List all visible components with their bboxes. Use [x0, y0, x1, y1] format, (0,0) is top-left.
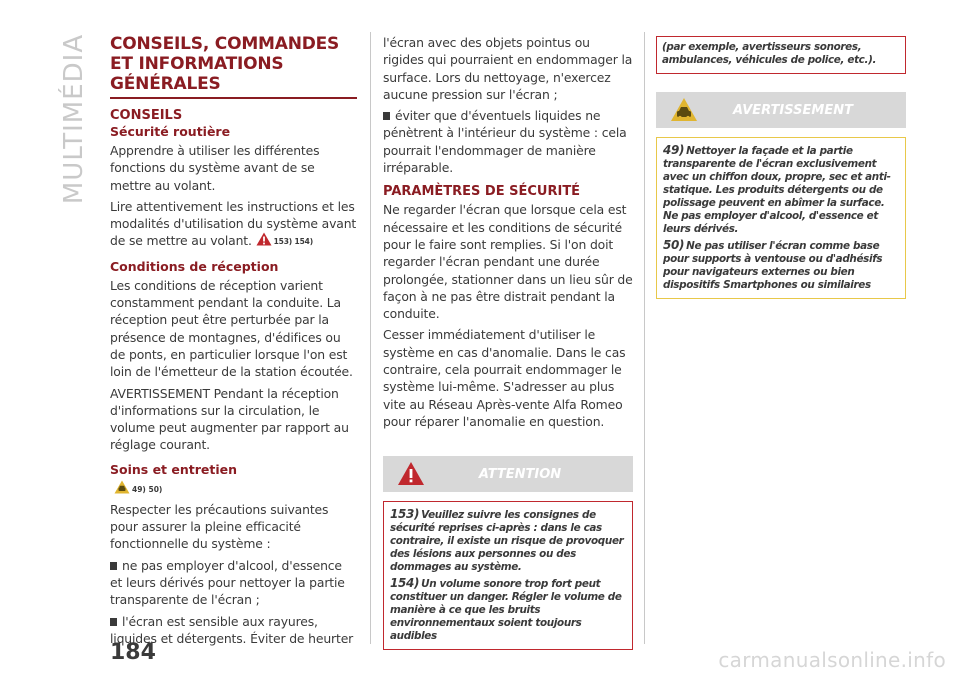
note-item: [663, 239, 899, 292]
title-rule: [110, 97, 357, 99]
paragraph: Apprendre à utiliser les différentes fonctions du système avant de se mettre au volant.: [110, 143, 320, 193]
square-bullet-icon: [110, 618, 117, 626]
column-2: [383, 34, 633, 650]
care-warning-refs: [114, 480, 357, 495]
paragraph: Cesser immédiatement d'utiliser le système en cas d'anomalie. Dans le cas contraire, cela pourrait endommager le système lui-même. S'adresser au plus vite au Réseau Après-vente Alfa Romeo pour réparer l'anomalie en question.: [383, 327, 626, 429]
warning-triangle-icon: [256, 232, 272, 246]
car-warning-icon: [670, 96, 698, 124]
note-text: Un volume sonore trop fort peut constituer un danger. Régler le volume de manière à ce que les bruits environnementaux soient toujours audibles: [390, 578, 622, 643]
note-item: [390, 508, 626, 574]
note-text: Veuillez suivre les consignes de sécurité reprises ci-après : dans le cas contraire, il existe un risque de provoquer des lésions aux personnes ou des dommages au système.: [390, 509, 624, 574]
section-heading-conseils: CONSEILS: [110, 108, 183, 123]
column-divider-1: [370, 32, 371, 644]
note-text: (par exemple, avertisseurs sonores, ambulances, véhicules de police, etc.).: [662, 41, 877, 66]
paragraph: [110, 198, 357, 251]
square-bullet-icon: [110, 562, 117, 570]
note-number: 49): [663, 143, 685, 157]
note-number: 154): [390, 576, 420, 591]
note-item: [390, 577, 626, 643]
list-item-text: éviter que d'éventuels liquides ne pénètrent à l'intérieur du système : cela pourrait l'endommager de manière irréparable.: [383, 108, 627, 176]
page-number: 184: [110, 640, 156, 665]
column-divider-2: [644, 32, 645, 644]
warning-title: AVERTISSEMENT: [733, 102, 853, 118]
attention-notes-box: [383, 501, 633, 650]
list-item: [110, 557, 357, 609]
list-item-text: l'écran est sensible aux rayures, liquides et détergents. Éviter de heurter: [110, 613, 354, 646]
section-side-label: [56, 24, 92, 214]
note-references[interactable]: 153) 154): [273, 237, 314, 247]
paragraph: Ne regarder l'écran que lorsque cela est nécessaire et les conditions de sécurité pour le faire sont remplies. Si l'on doit regarder l'écran pendant une durée prolongée, stationner dans un lieu sûr de façon à ne pas être distrait pendant la conduite.: [383, 202, 633, 322]
exclamation-icon: [397, 460, 425, 488]
section-heading-safety-settings: PARAMÈTRES DE SÉCURITÉ: [383, 184, 581, 200]
list-item-text: ne pas employer d'alcool, d'essence et leurs dérivés pour nettoyer la partie transparente de l'écran ;: [110, 557, 345, 608]
note-item: [663, 144, 899, 236]
note-text: Nettoyer la façade et la partie transparente de l'écran exclusivement avec un chiffon doux, propre, sec et anti-statique. Les produits détergents ou de polissage peuvent en abîmer la surface. Ne pas employer d'alcool, d'essence et leurs dérivés.: [663, 145, 891, 235]
attention-title: ATTENTION: [478, 466, 562, 482]
side-label-text: MULTIMÉDIA: [59, 33, 90, 205]
paragraph: Respecter les précautions suivantes pour assurer la pleine efficacité fonctionnelle du système :: [110, 501, 329, 552]
note-references[interactable]: 49) 50): [132, 484, 163, 494]
subheading-care: Soins et entretien: [110, 461, 238, 477]
square-bullet-icon: [383, 112, 390, 120]
page-title: CONSEILS, COMMANDES ET INFORMATIONS GÉNÉRALES: [110, 34, 340, 94]
note-number: 153): [390, 507, 420, 522]
warning-band: [656, 92, 906, 128]
paragraph: Les conditions de réception varient constamment pendant la conduite. La réception peut être perturbée par la présence de montagnes, d'édifices ou de ponts, en particulier lorsque l'on est loin de l'émetteur de la station écoutée.: [110, 277, 353, 380]
column-3: [656, 36, 906, 299]
paragraph: AVERTISSEMENT Pendant la réception d'informations sur la circulation, le volume peut augmenter par rapport au réglage courant.: [110, 385, 349, 453]
paragraph-text: Lire attentivement les instructions et les modalités d'utilisation du système avant de se mettre au volant.: [110, 198, 357, 249]
paragraph: l'écran avec des objets pointus ou rigides qui pourraient en endommager la surface. Lors du nettoyage, n'exercez aucune pression sur l'écran ;: [383, 35, 633, 102]
column-1: [110, 30, 357, 651]
subheading-road-safety: Sécurité routière: [110, 124, 231, 139]
caution-triangle-icon: [114, 480, 130, 494]
watermark: carmanualsonline.info: [718, 648, 946, 672]
list-item: [383, 107, 633, 176]
attention-band: [383, 456, 633, 492]
subheading-reception: Conditions de réception: [110, 258, 279, 274]
attention-notes-continued: [656, 36, 906, 74]
note-text: Ne pas utiliser l'écran comme base pour supports à ventouse ou d'adhésifs pour navigateurs externes ou bien dispositifs Smartphones ou similaires: [663, 240, 883, 291]
warning-notes-box: [656, 137, 906, 299]
note-number: 50): [663, 238, 685, 252]
